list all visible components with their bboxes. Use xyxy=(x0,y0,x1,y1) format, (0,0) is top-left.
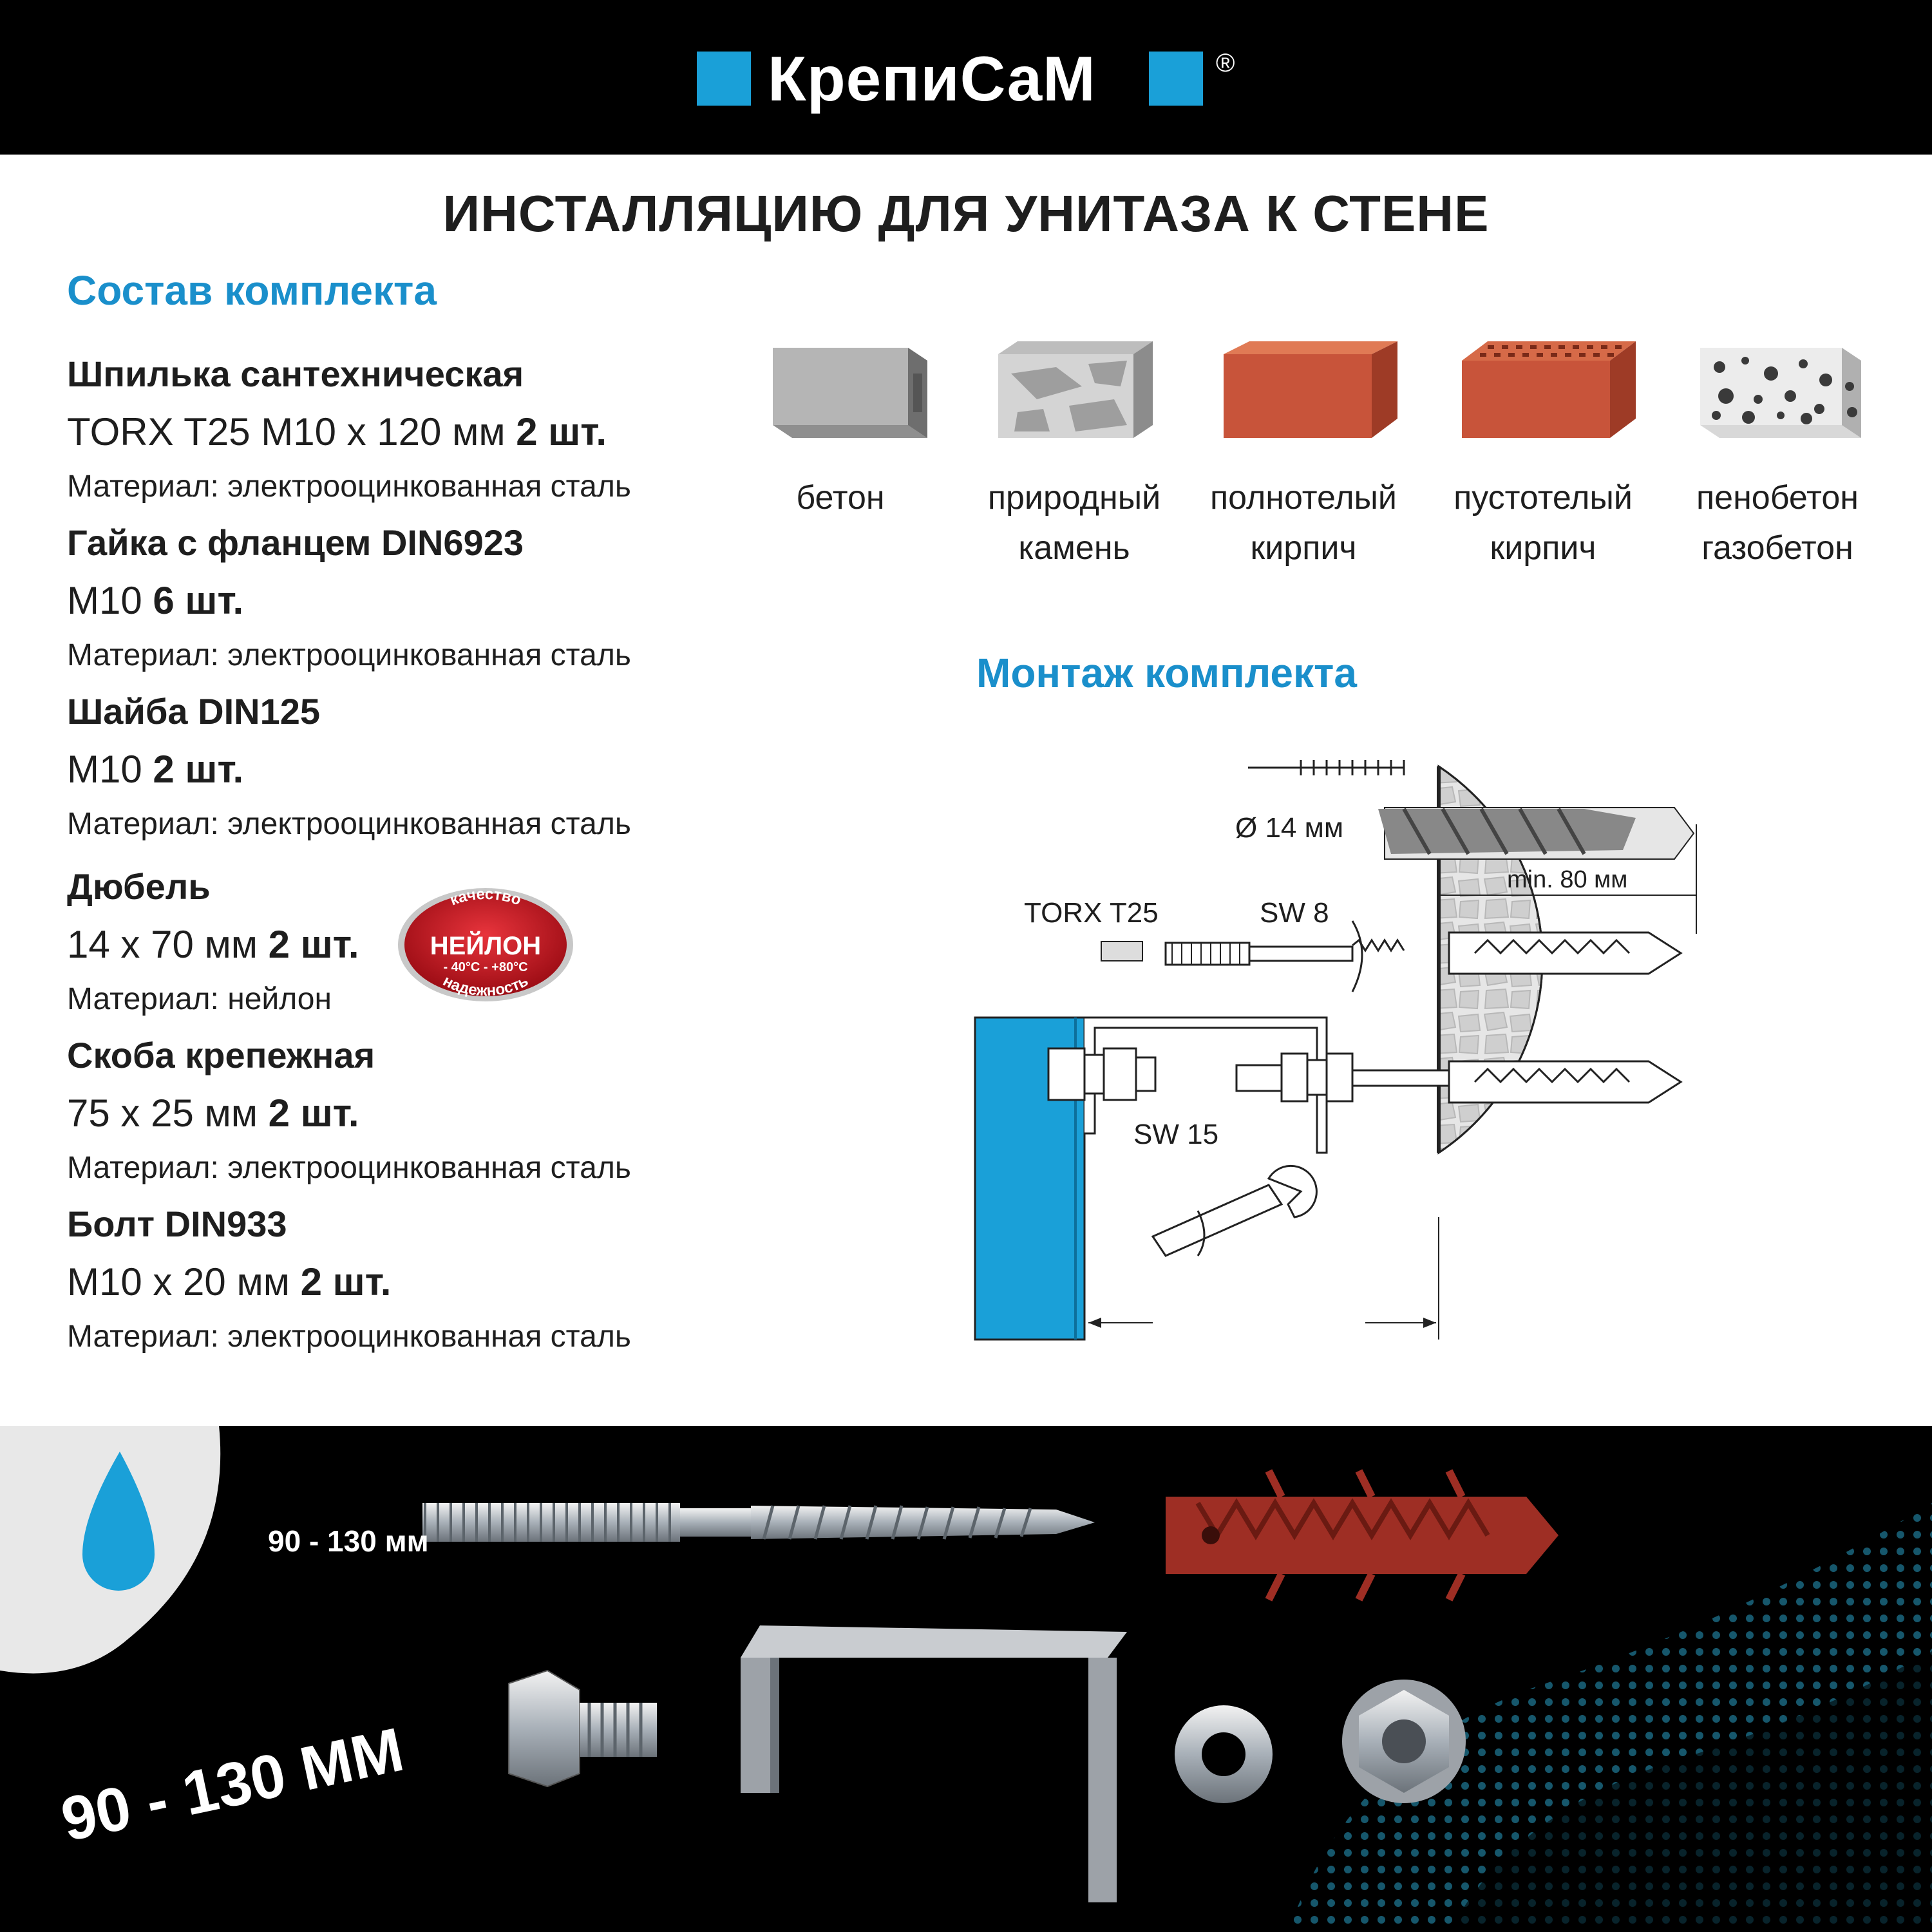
kit-item-name: Дюбель xyxy=(67,866,211,907)
header-bar xyxy=(0,0,1932,155)
kit-item-spec: TORX T25 M10 x 120 мм 2 шт. xyxy=(67,410,607,453)
bolt-photo xyxy=(509,1671,657,1786)
mounting-heading: Монтаж комплекта xyxy=(976,650,1357,696)
kit-item-material: Материал: электрооцинкованная сталь xyxy=(67,638,631,672)
kit-item-name: Шпилька сантехническая xyxy=(67,354,524,394)
material-icons xyxy=(766,335,1874,451)
dowel-lower-icon xyxy=(1449,1061,1681,1103)
material-label: пустотелый кирпич xyxy=(1454,479,1633,567)
sw8-label: SW 8 xyxy=(1260,897,1329,929)
badge-temp-text: - 40°C - +80°C xyxy=(443,960,528,974)
washer-photo xyxy=(1175,1705,1273,1803)
kit-item-spec: M10 6 шт. xyxy=(67,579,244,622)
material-label: природный камень xyxy=(987,479,1161,567)
product-photo-panel xyxy=(0,1426,1932,1932)
aerated-block-icon xyxy=(1700,348,1861,438)
kit-heading: Состав комплекта xyxy=(67,267,437,314)
sw15-label: SW 15 xyxy=(1133,1119,1219,1150)
hollow-brick-icon xyxy=(1462,341,1636,438)
drill-bit-icon xyxy=(1248,760,1694,859)
brand-logo-text: КрепиСаМ xyxy=(768,43,1096,114)
kit-item-material: Материал: электрооцинкованная сталь xyxy=(67,1151,631,1185)
kit-item-spec: M10 x 20 мм 2 шт. xyxy=(67,1260,392,1303)
page-title: ИНСТАЛЛЯЦИЮ ДЛЯ УНИТАЗА К СТЕНЕ xyxy=(442,185,1490,242)
registered-mark: ® xyxy=(1216,49,1235,77)
stud-length-label: 90 - 130 мм xyxy=(268,1524,429,1558)
bolt-nut-icon xyxy=(1048,1048,1155,1100)
badge-bottom-text: надежность xyxy=(440,972,531,1000)
kit-item-material: Материал: электрооцинкованная сталь xyxy=(67,469,631,504)
kit-item-spec: 75 x 25 мм 2 шт. xyxy=(67,1092,359,1135)
kit-item-name: Шайба DIN125 xyxy=(67,691,321,732)
concrete-block-icon xyxy=(773,348,927,438)
water-drop-badge xyxy=(0,1426,220,1673)
bracket-photo xyxy=(741,1625,1127,1902)
kit-item-material: Материал: нейлон xyxy=(67,982,332,1016)
kit-item-name: Гайка с фланцем DIN6923 xyxy=(67,522,524,563)
stud-photo xyxy=(422,1503,1095,1542)
flange-nut-photo xyxy=(1342,1680,1466,1803)
logo-square-right xyxy=(1149,52,1203,106)
length-range-label: 90 - 130 ММ xyxy=(55,1714,410,1855)
material-label: бетон xyxy=(796,479,885,516)
dowel-upper-icon xyxy=(1449,933,1681,974)
dowel-photo xyxy=(1166,1471,1558,1600)
wrench-icon xyxy=(1153,1166,1316,1256)
stud-lower-icon xyxy=(1236,1054,1449,1101)
kit-item-material: Материал: электрооцинкованная сталь xyxy=(67,807,631,841)
min-depth-label: min. 80 мм xyxy=(1507,866,1628,893)
badge-top-text: качество xyxy=(448,885,524,909)
material-label: полнотелый кирпич xyxy=(1210,479,1397,567)
kit-item-material: Материал: электрооцинкованная сталь xyxy=(67,1320,631,1354)
badge-main-text: НЕЙЛОН xyxy=(430,932,542,960)
stud-upper-icon xyxy=(1166,921,1404,992)
mounting-diagram xyxy=(966,741,1803,1346)
kit-item-name: Скоба крепежная xyxy=(67,1035,375,1075)
kit-item-name: Болт DIN933 xyxy=(67,1204,287,1244)
product-photos xyxy=(0,1426,1932,1932)
material-label: пенобетон газобетон xyxy=(1696,479,1859,567)
logo-square-left xyxy=(697,52,751,106)
kit-item-spec: M10 2 шт. xyxy=(67,748,244,791)
stone-block-icon xyxy=(998,341,1153,438)
nylon-quality-badge xyxy=(395,885,576,1005)
torx-label: TORX T25 xyxy=(1024,897,1159,929)
solid-brick-icon xyxy=(1224,341,1397,438)
drill-diameter-label: Ø 14 мм xyxy=(1235,812,1344,844)
kit-item-spec: 14 x 70 мм 2 шт. xyxy=(67,923,359,966)
torx-bit-icon xyxy=(1101,942,1142,961)
